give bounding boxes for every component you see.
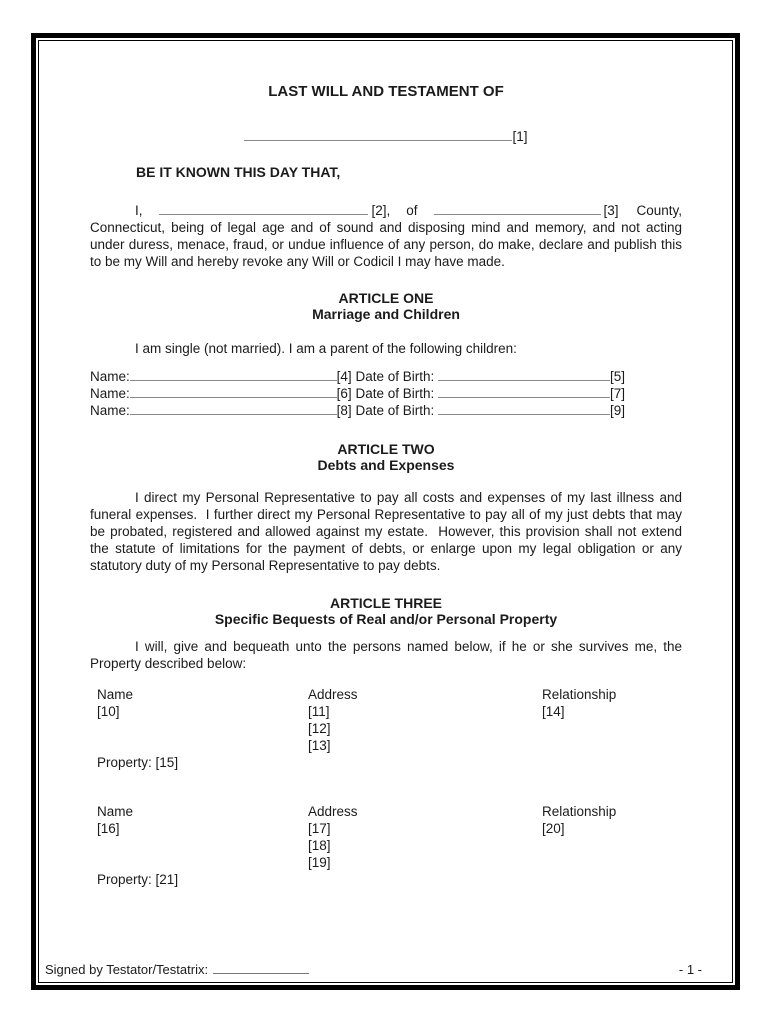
bequest-block-2 bbox=[90, 803, 682, 888]
bequest-relationship-field[interactable]: [20] bbox=[542, 821, 565, 836]
bequest-address-line-field[interactable]: [13] bbox=[308, 738, 331, 753]
bequest-name-field[interactable]: [16] bbox=[97, 821, 120, 836]
article-one-subtitle: Marriage and Children bbox=[312, 306, 460, 322]
child-row bbox=[90, 385, 625, 402]
bequest-name-field[interactable]: [10] bbox=[97, 704, 120, 719]
child-name-label: Name: bbox=[90, 369, 130, 384]
testator-name-title-field[interactable] bbox=[244, 128, 512, 141]
child-row bbox=[90, 368, 625, 385]
field-marker-1: [1] bbox=[512, 129, 528, 144]
bequest-table bbox=[97, 686, 682, 754]
article-two-title: ARTICLE TWO bbox=[337, 441, 435, 457]
child-name-field[interactable] bbox=[130, 385, 337, 398]
declaration-continuation: Connecticut, being of legal age and of sound and disposing mind and memory, and not acting under duress, menace, fraud, or undue influence of any person, do make, declare and publish this to be my Will and hereby revoke any Will or Codicil I may have made. bbox=[90, 220, 686, 269]
bequest-address-fields bbox=[308, 703, 542, 754]
child-name-label: Name: bbox=[90, 386, 130, 401]
bequest-intro-paragraph: I will, give and bequeath unto the persons named below, if he or she survives me, the Property described below: bbox=[90, 639, 686, 671]
child-name-field[interactable] bbox=[130, 368, 337, 381]
bequest-relationship-header: Relationship bbox=[542, 804, 617, 819]
declaration-paragraph bbox=[90, 202, 686, 270]
bequest-property-field[interactable]: [21] bbox=[155, 872, 179, 887]
field-marker-5: [5] bbox=[609, 369, 625, 384]
bequest-property-field[interactable]: [15] bbox=[155, 755, 179, 770]
bequest-name-header: Name bbox=[97, 687, 134, 702]
document-inner-border bbox=[38, 40, 733, 983]
article-two-subtitle: Debts and Expenses bbox=[317, 457, 455, 473]
document-title: LAST WILL AND TESTAMENT OF bbox=[268, 83, 504, 100]
testator-name-field[interactable] bbox=[159, 202, 369, 215]
field-marker-3: [3] bbox=[603, 203, 619, 218]
field-marker-7: [7] bbox=[609, 386, 625, 401]
bequest-relationship-header: Relationship bbox=[542, 687, 617, 702]
child-dob-label: Date of Birth: bbox=[351, 403, 438, 418]
bequest-address-line-field[interactable]: [17] bbox=[308, 821, 331, 836]
field-marker-4: [4] bbox=[336, 369, 352, 384]
bequest-address-fields bbox=[308, 820, 542, 871]
field-marker-2: [2], bbox=[371, 203, 391, 218]
bequest-table bbox=[97, 803, 682, 871]
child-name-field[interactable] bbox=[130, 402, 337, 415]
marital-status-statement: I am single (not married). I am a parent of the following children: bbox=[135, 341, 517, 356]
child-dob-field[interactable] bbox=[438, 402, 610, 415]
bequest-address-line-field[interactable]: [19] bbox=[308, 855, 331, 870]
bequest-address-line-field[interactable]: [11] bbox=[308, 704, 330, 719]
declaration-of-word: of bbox=[406, 203, 418, 218]
debts-paragraph: I direct my Personal Representative to pay all costs and expenses of my last illness and funeral expenses. I further direct my Personal Representative to pay all of my just debts that may be probated, registered and allowed against my estate. However, this provision shall not extend the statute of limitations for the payment of debts, or enlarge upon my legal obligation or any statutory duty of my Personal Representative to pay debts. bbox=[90, 490, 686, 573]
bequest-address-line-field[interactable]: [12] bbox=[308, 721, 331, 736]
bequest-address-line-field[interactable]: [18] bbox=[308, 838, 331, 853]
bequest-address-header: Address bbox=[308, 804, 358, 819]
document-border bbox=[31, 33, 740, 990]
declaration-first-line bbox=[90, 202, 682, 219]
be-it-known-heading: BE IT KNOWN THIS DAY THAT, bbox=[136, 164, 341, 180]
child-name-label: Name: bbox=[90, 403, 130, 418]
property-label: Property: bbox=[97, 755, 152, 770]
property-label: Property: bbox=[97, 872, 152, 887]
child-dob-label: Date of Birth: bbox=[351, 369, 438, 384]
article-one-heading bbox=[90, 290, 682, 322]
bequest-relationship-field[interactable]: [14] bbox=[542, 704, 565, 719]
article-three-heading bbox=[90, 595, 682, 627]
bequest-name-header: Name bbox=[97, 804, 134, 819]
testator-name-title-row bbox=[90, 128, 682, 145]
bequest-property-row bbox=[97, 871, 682, 888]
child-row bbox=[90, 402, 625, 419]
signed-by-label: Signed by Testator/Testatrix: bbox=[45, 962, 209, 977]
field-marker-9: [9] bbox=[609, 403, 625, 418]
child-dob-label: Date of Birth: bbox=[351, 386, 438, 401]
bequest-address-header: Address bbox=[308, 687, 358, 702]
declaration-lead: I, bbox=[135, 203, 143, 218]
testator-signature-field[interactable] bbox=[213, 961, 309, 974]
child-dob-field[interactable] bbox=[438, 385, 610, 398]
children-list bbox=[90, 368, 625, 419]
page-number: - 1 - bbox=[678, 962, 702, 977]
article-two-heading bbox=[90, 441, 682, 473]
child-dob-field[interactable] bbox=[438, 368, 610, 381]
signature-row bbox=[45, 961, 309, 978]
page-footer bbox=[45, 961, 702, 978]
declaration-county-word: County, bbox=[636, 203, 682, 218]
field-marker-8: [8] bbox=[336, 403, 352, 418]
document-page bbox=[39, 41, 732, 888]
county-field[interactable] bbox=[434, 202, 602, 215]
article-one-title: ARTICLE ONE bbox=[338, 290, 434, 306]
article-three-subtitle: Specific Bequests of Real and/or Personal Property bbox=[214, 611, 558, 627]
field-marker-6: [6] bbox=[336, 386, 352, 401]
article-three-title: ARTICLE THREE bbox=[330, 595, 442, 611]
bequest-block-1 bbox=[90, 686, 682, 771]
bequest-property-row bbox=[97, 754, 682, 771]
